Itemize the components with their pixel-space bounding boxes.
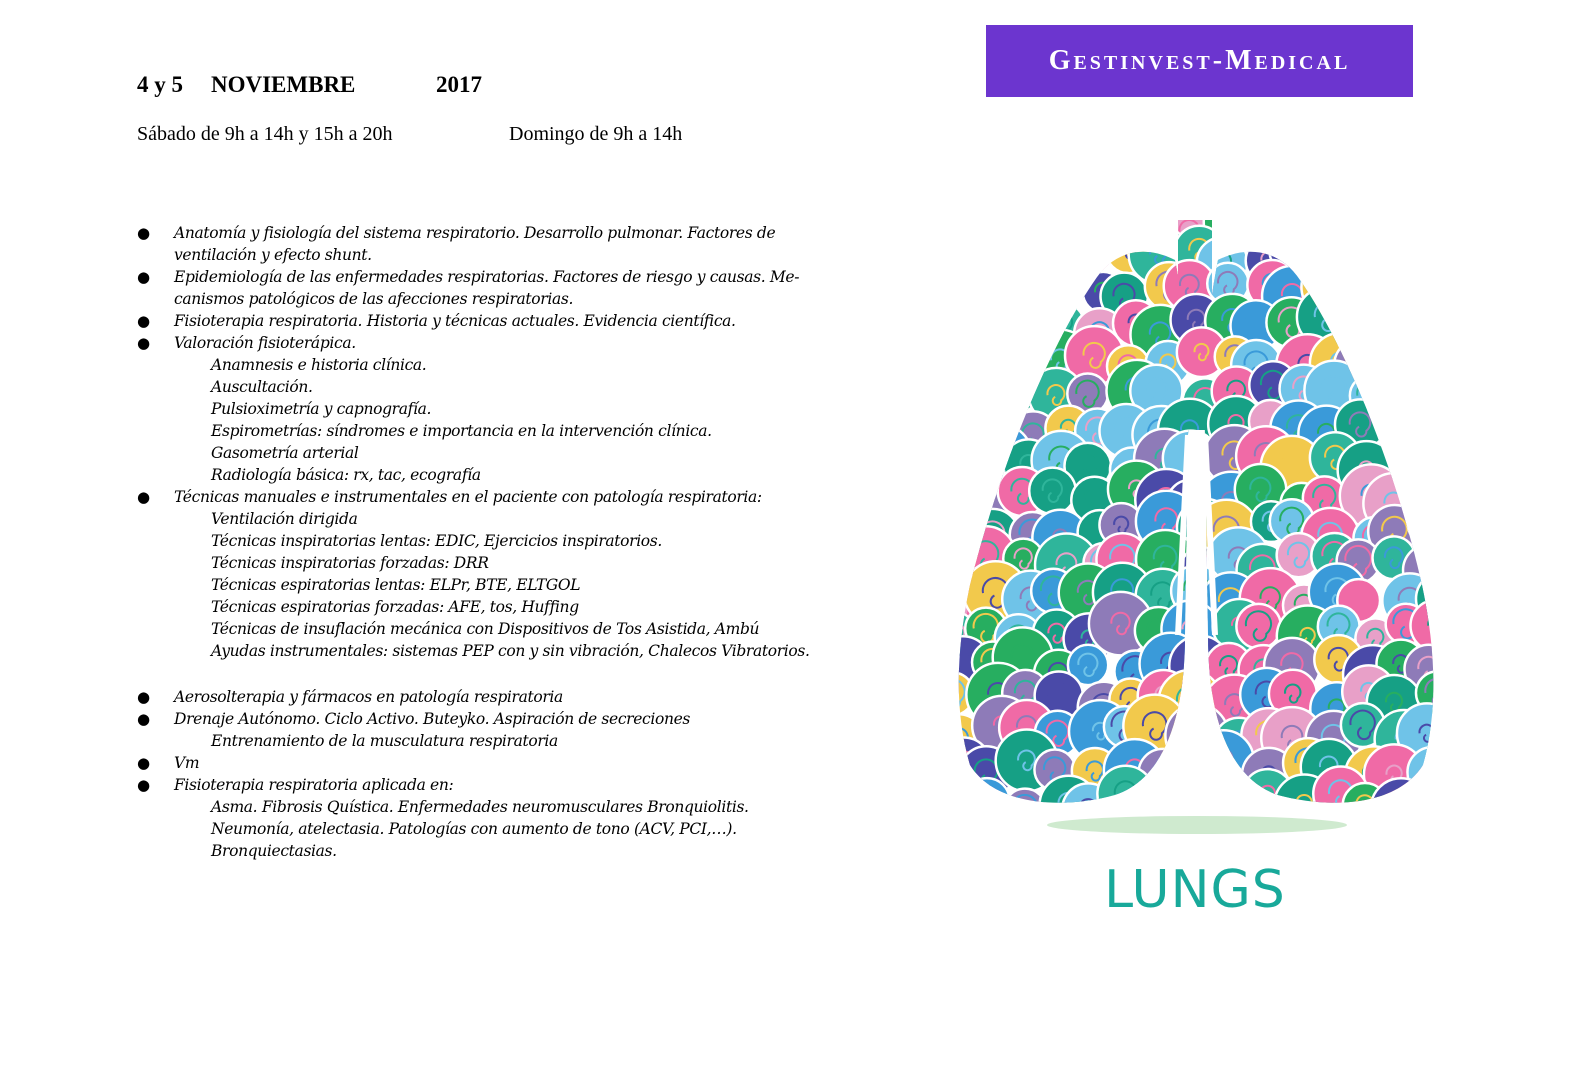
swirl-curl bbox=[978, 348, 994, 366]
swirl-shape bbox=[1305, 229, 1358, 282]
subtopic-text: Técnicas de insuflación mecánica con Dispositivos de Tos Asistida, Ambú bbox=[211, 620, 760, 638]
topic-text: canismos patológicos de las afecciones respiratorias. bbox=[174, 290, 574, 308]
swirl-curl bbox=[1383, 274, 1404, 299]
subtopic-text: Técnicas espiratorias lentas: ELPr, BTE, ELTGOL bbox=[211, 576, 581, 594]
subtopic-text: Gasometría arterial bbox=[211, 444, 359, 462]
subtopic-text: Técnicas espiratorias forzadas: AFE, tos, Huffing bbox=[211, 598, 579, 616]
subtopic-text: Radiología básica: rx, tac, ecografía bbox=[211, 466, 481, 484]
swirl-shape bbox=[1412, 468, 1457, 513]
brand-name: Gestinvest-Medical bbox=[1048, 45, 1351, 76]
swirl-curl bbox=[944, 524, 961, 544]
swirl-curl bbox=[1430, 321, 1445, 339]
swirl-shape bbox=[993, 264, 1044, 315]
swirl-curl bbox=[1056, 255, 1072, 274]
swirl-curl bbox=[1155, 210, 1173, 231]
topic-text: Fisioterapia respiratoria aplicada en: bbox=[174, 776, 454, 794]
swirl-curl bbox=[1427, 449, 1442, 467]
swirl-shape bbox=[1376, 368, 1425, 417]
bullet-icon: ● bbox=[137, 334, 150, 352]
swirl-shape bbox=[1414, 239, 1467, 292]
topic-item bbox=[137, 222, 837, 266]
swirl-curl bbox=[1357, 321, 1378, 346]
swirl-shape bbox=[1165, 704, 1228, 767]
swirl-curl bbox=[1184, 576, 1210, 606]
swirl-curl bbox=[1421, 212, 1438, 232]
swirl-shape bbox=[971, 271, 1023, 323]
swirl-curl bbox=[1398, 442, 1421, 470]
event-year: 2017 bbox=[436, 72, 482, 97]
swirl-shape bbox=[940, 205, 980, 246]
swirl-curl bbox=[1429, 800, 1445, 819]
swirl-curl bbox=[1425, 763, 1441, 782]
swirl-curl bbox=[1383, 347, 1403, 371]
topic-text: Vm bbox=[174, 754, 200, 772]
topic-text: Técnicas manuales e instrumentales en el paciente con patología respiratoria: bbox=[174, 488, 762, 506]
bullet-icon: ● bbox=[137, 688, 150, 706]
swirl-shape bbox=[1348, 313, 1388, 353]
subtopic-text: Técnicas inspiratorias lentas: EDIC, Ejercicios inspiratorios. bbox=[211, 532, 662, 550]
swirl-shape bbox=[1406, 397, 1460, 451]
swirl-shape bbox=[1333, 205, 1394, 259]
swirl-shape bbox=[1004, 205, 1056, 242]
event-days: 4 y 5 bbox=[137, 72, 183, 97]
swirl-shape bbox=[1372, 265, 1415, 308]
topic-item bbox=[137, 486, 837, 508]
topic-text: Anatomía y fisiología del sistema respiratorio. Desarrollo pulmonar. Factores de bbox=[174, 224, 776, 242]
swirl-shape bbox=[1380, 300, 1427, 347]
swirl-shape bbox=[1407, 747, 1457, 797]
swirl-shape bbox=[940, 228, 977, 282]
swirl-curl bbox=[1192, 657, 1207, 674]
swirl-curl bbox=[946, 488, 963, 508]
swirl-curl bbox=[1023, 240, 1045, 266]
swirl-shape bbox=[940, 253, 990, 316]
swirl-curl bbox=[1078, 212, 1097, 234]
swirl-curl bbox=[978, 421, 993, 439]
subtopic-text: Técnicas inspiratorias forzadas: DRR bbox=[211, 554, 489, 572]
swirl-curl bbox=[1393, 311, 1414, 336]
swirl-curl bbox=[1391, 382, 1409, 403]
subtopic-text: Entrenamiento de la musculatura respiratoria bbox=[211, 732, 558, 750]
swirl-shape bbox=[1194, 730, 1254, 790]
subtopic-text: Anamnesis e historia clínica. bbox=[211, 356, 427, 374]
swirl-shape bbox=[1369, 334, 1418, 383]
topic-item bbox=[137, 310, 837, 332]
topic-text: Epidemiología de las enfermedades respiratorias. Factores de riesgo y causas. Me- bbox=[174, 268, 800, 286]
swirl-shape bbox=[1382, 402, 1429, 449]
swirl-shape bbox=[1041, 242, 1087, 288]
swirl-curl bbox=[1008, 277, 1030, 303]
bullet-icon: ● bbox=[137, 268, 150, 286]
swirl-curl bbox=[1297, 209, 1316, 232]
swirl-shape bbox=[1097, 766, 1154, 823]
swirl-curl bbox=[1388, 793, 1413, 823]
swirl-shape bbox=[940, 432, 984, 488]
swirl-curl bbox=[1350, 214, 1375, 243]
topic-text: ventilación y efecto shunt. bbox=[174, 246, 372, 264]
saturday-hours: Sábado de 9h a 14h y 15h a 20h bbox=[137, 123, 393, 145]
swirl-curl bbox=[1352, 355, 1370, 376]
swirl-curl bbox=[1177, 686, 1203, 716]
subtopic-text: Pulsioximetría y capnografía. bbox=[211, 400, 432, 418]
swirl-curl bbox=[959, 799, 974, 817]
bullet-icon: ● bbox=[137, 754, 150, 772]
swirl-shape bbox=[1282, 205, 1333, 246]
swirl-curl bbox=[948, 450, 965, 469]
swirl-shape bbox=[1402, 205, 1458, 250]
swirl-shape bbox=[1409, 366, 1453, 410]
swirl-curl bbox=[975, 372, 997, 398]
swirl-curl bbox=[985, 282, 1010, 311]
swirl-curl bbox=[1191, 755, 1212, 780]
swirl-shape bbox=[1029, 468, 1076, 515]
swirl-curl bbox=[1320, 209, 1343, 236]
swirl-curl bbox=[1390, 255, 1410, 278]
swirl-curl bbox=[1421, 561, 1437, 580]
swirl-curl bbox=[1417, 359, 1434, 379]
swirl-shape bbox=[940, 393, 984, 449]
topic-item bbox=[137, 266, 837, 310]
swirl-curl bbox=[956, 320, 972, 338]
topic-item bbox=[137, 774, 837, 796]
swirl-curl bbox=[977, 220, 994, 240]
subtopic-text: Ventilación dirigida bbox=[211, 510, 358, 528]
swirl-shape bbox=[977, 304, 1025, 352]
topic-item bbox=[137, 708, 837, 730]
swirl-shape bbox=[1203, 772, 1248, 817]
subtopic-text: Bronquiectasias. bbox=[211, 842, 337, 860]
swirl-curl bbox=[1422, 510, 1443, 535]
swirl-curl bbox=[1185, 721, 1209, 749]
swirl-curl bbox=[1284, 242, 1298, 259]
swirl-shape bbox=[1371, 778, 1432, 839]
topic-text: Drenaje Autónomo. Ciclo Activo. Buteyko. Aspiración de secreciones bbox=[174, 710, 691, 728]
swirl-shape bbox=[1061, 223, 1114, 276]
swirl-curl bbox=[978, 791, 995, 811]
swirl-curl bbox=[1010, 312, 1030, 336]
swirl-curl bbox=[1225, 213, 1241, 231]
swirl-shape bbox=[1172, 737, 1233, 798]
swirl-curl bbox=[1157, 786, 1181, 814]
swirl-shape bbox=[1110, 205, 1154, 242]
swirl-shape bbox=[999, 336, 1041, 378]
lungs-illustration bbox=[940, 205, 1480, 845]
swirl-shape bbox=[1244, 205, 1285, 237]
bullet-icon: ● bbox=[137, 224, 150, 242]
swirl-shape bbox=[1408, 497, 1458, 547]
swirl-shape bbox=[1418, 310, 1458, 350]
swirl-shape bbox=[1042, 264, 1087, 309]
swirl-curl bbox=[949, 214, 968, 237]
swirl-curl bbox=[1425, 414, 1442, 434]
swirl-curl bbox=[1011, 346, 1029, 367]
topic-item bbox=[137, 752, 837, 774]
swirl-curl bbox=[1322, 244, 1342, 268]
swirl-shape bbox=[957, 356, 1015, 414]
swirl-curl bbox=[1396, 216, 1414, 237]
swirl-shape bbox=[940, 370, 982, 425]
swirl-curl bbox=[1179, 788, 1196, 808]
swirl-shape bbox=[958, 205, 1012, 258]
topic-text: Fisioterapia respiratoria. Historia y técnicas actuales. Evidencia científica. bbox=[174, 312, 736, 330]
swirl-shape bbox=[1388, 435, 1431, 478]
swirl-curl bbox=[1049, 209, 1074, 239]
bullet-icon: ● bbox=[137, 776, 150, 794]
topic-item bbox=[137, 686, 837, 708]
swirl-shape bbox=[940, 778, 996, 837]
swirl-curl bbox=[1216, 785, 1233, 805]
list-spacer bbox=[137, 662, 837, 686]
bullet-icon: ● bbox=[137, 710, 150, 728]
swirl-curl bbox=[1055, 275, 1073, 296]
swirl-shape bbox=[1407, 265, 1455, 313]
swirl-curl bbox=[941, 344, 961, 368]
sunday-hours: Domingo de 9h a 14h bbox=[509, 123, 683, 145]
swirl-shape bbox=[1370, 236, 1431, 297]
swirl-curl bbox=[1011, 380, 1025, 397]
swirl-shape bbox=[1403, 427, 1466, 490]
swirl-curl bbox=[1348, 250, 1373, 279]
swirl-curl bbox=[949, 412, 964, 429]
swirl-shape bbox=[965, 336, 1007, 378]
swirl-curl bbox=[1075, 235, 1099, 263]
swirl-curl bbox=[1214, 749, 1232, 771]
swirl-shape bbox=[940, 330, 977, 382]
topic-text: Aerosolterapia y fármacos en patología respiratoria bbox=[174, 688, 563, 706]
lungs-caption: LUNGS bbox=[1104, 860, 1286, 920]
swirl-shape bbox=[990, 294, 1050, 354]
swirl-shape bbox=[1332, 237, 1388, 293]
subtopic-text: Asma. Fibrosis Quística. Enfermedades neuromusculares Bronquiolitis. bbox=[211, 798, 749, 816]
swirl-shape bbox=[1204, 205, 1262, 251]
swirl-curl bbox=[1253, 205, 1275, 229]
subtopic-text: Ayudas instrumentales: sistemas PEP con y sin vibración, Chalecos Vibratorios. bbox=[211, 642, 810, 660]
swirl-shape bbox=[1040, 205, 1084, 246]
swirl-shape bbox=[1399, 341, 1454, 396]
swirl-shape bbox=[1405, 778, 1468, 841]
swirl-curl bbox=[1322, 277, 1339, 297]
swirl-curl bbox=[942, 384, 966, 412]
swirl-shape bbox=[1379, 205, 1432, 253]
swirl-curl bbox=[1153, 762, 1171, 783]
swirl-curl bbox=[1431, 585, 1454, 612]
swirl-curl bbox=[1422, 477, 1447, 506]
swirl-shape bbox=[965, 238, 1019, 292]
topic-text: Valoración fisioterápica. bbox=[174, 334, 356, 352]
event-month: NOVIEMBRE bbox=[211, 72, 356, 97]
swirl-curl bbox=[991, 316, 1012, 340]
swirl-curl bbox=[1079, 799, 1097, 820]
swirl-shape bbox=[1014, 233, 1055, 274]
subtopic-text: Neumonía, atelectasia. Patologías con aumento de tono (ACV, PCI,…). bbox=[211, 820, 737, 838]
brand-banner bbox=[986, 25, 1413, 97]
swirl-shape bbox=[1309, 205, 1355, 246]
swirl-curl bbox=[942, 247, 957, 265]
topics-list bbox=[137, 222, 837, 862]
swirl-curl bbox=[1429, 253, 1451, 278]
swirl-shape bbox=[940, 472, 982, 525]
swirl-shape bbox=[964, 778, 1009, 823]
swirl-shape bbox=[1349, 275, 1398, 324]
swirl-curl bbox=[1362, 286, 1386, 314]
swirl-shape bbox=[962, 406, 1010, 454]
lungs-pattern bbox=[940, 205, 1469, 841]
bullet-icon: ● bbox=[137, 488, 150, 506]
swirl-curl bbox=[984, 256, 1000, 274]
swirl-shape bbox=[940, 510, 977, 558]
swirl-shape bbox=[1411, 600, 1463, 652]
swirl-curl bbox=[947, 271, 969, 297]
topic-item bbox=[137, 332, 837, 354]
swirl-curl bbox=[1418, 274, 1443, 303]
subtopic-text: Auscultación. bbox=[211, 378, 313, 396]
swirl-curl bbox=[958, 560, 974, 579]
lungs-shadow bbox=[1047, 816, 1347, 834]
swirl-curl bbox=[1422, 378, 1439, 398]
swirl-shape bbox=[1057, 205, 1120, 254]
swirl-curl bbox=[1428, 616, 1444, 635]
subtopic-text: Espirometrías: síndromes e importancia en la intervención clínica. bbox=[211, 422, 712, 440]
swirl-curl bbox=[1019, 205, 1041, 229]
swirl-curl bbox=[1398, 416, 1413, 434]
swirl-shape bbox=[941, 306, 988, 353]
bullet-icon: ● bbox=[137, 312, 150, 330]
swirl-curl bbox=[1122, 209, 1141, 232]
